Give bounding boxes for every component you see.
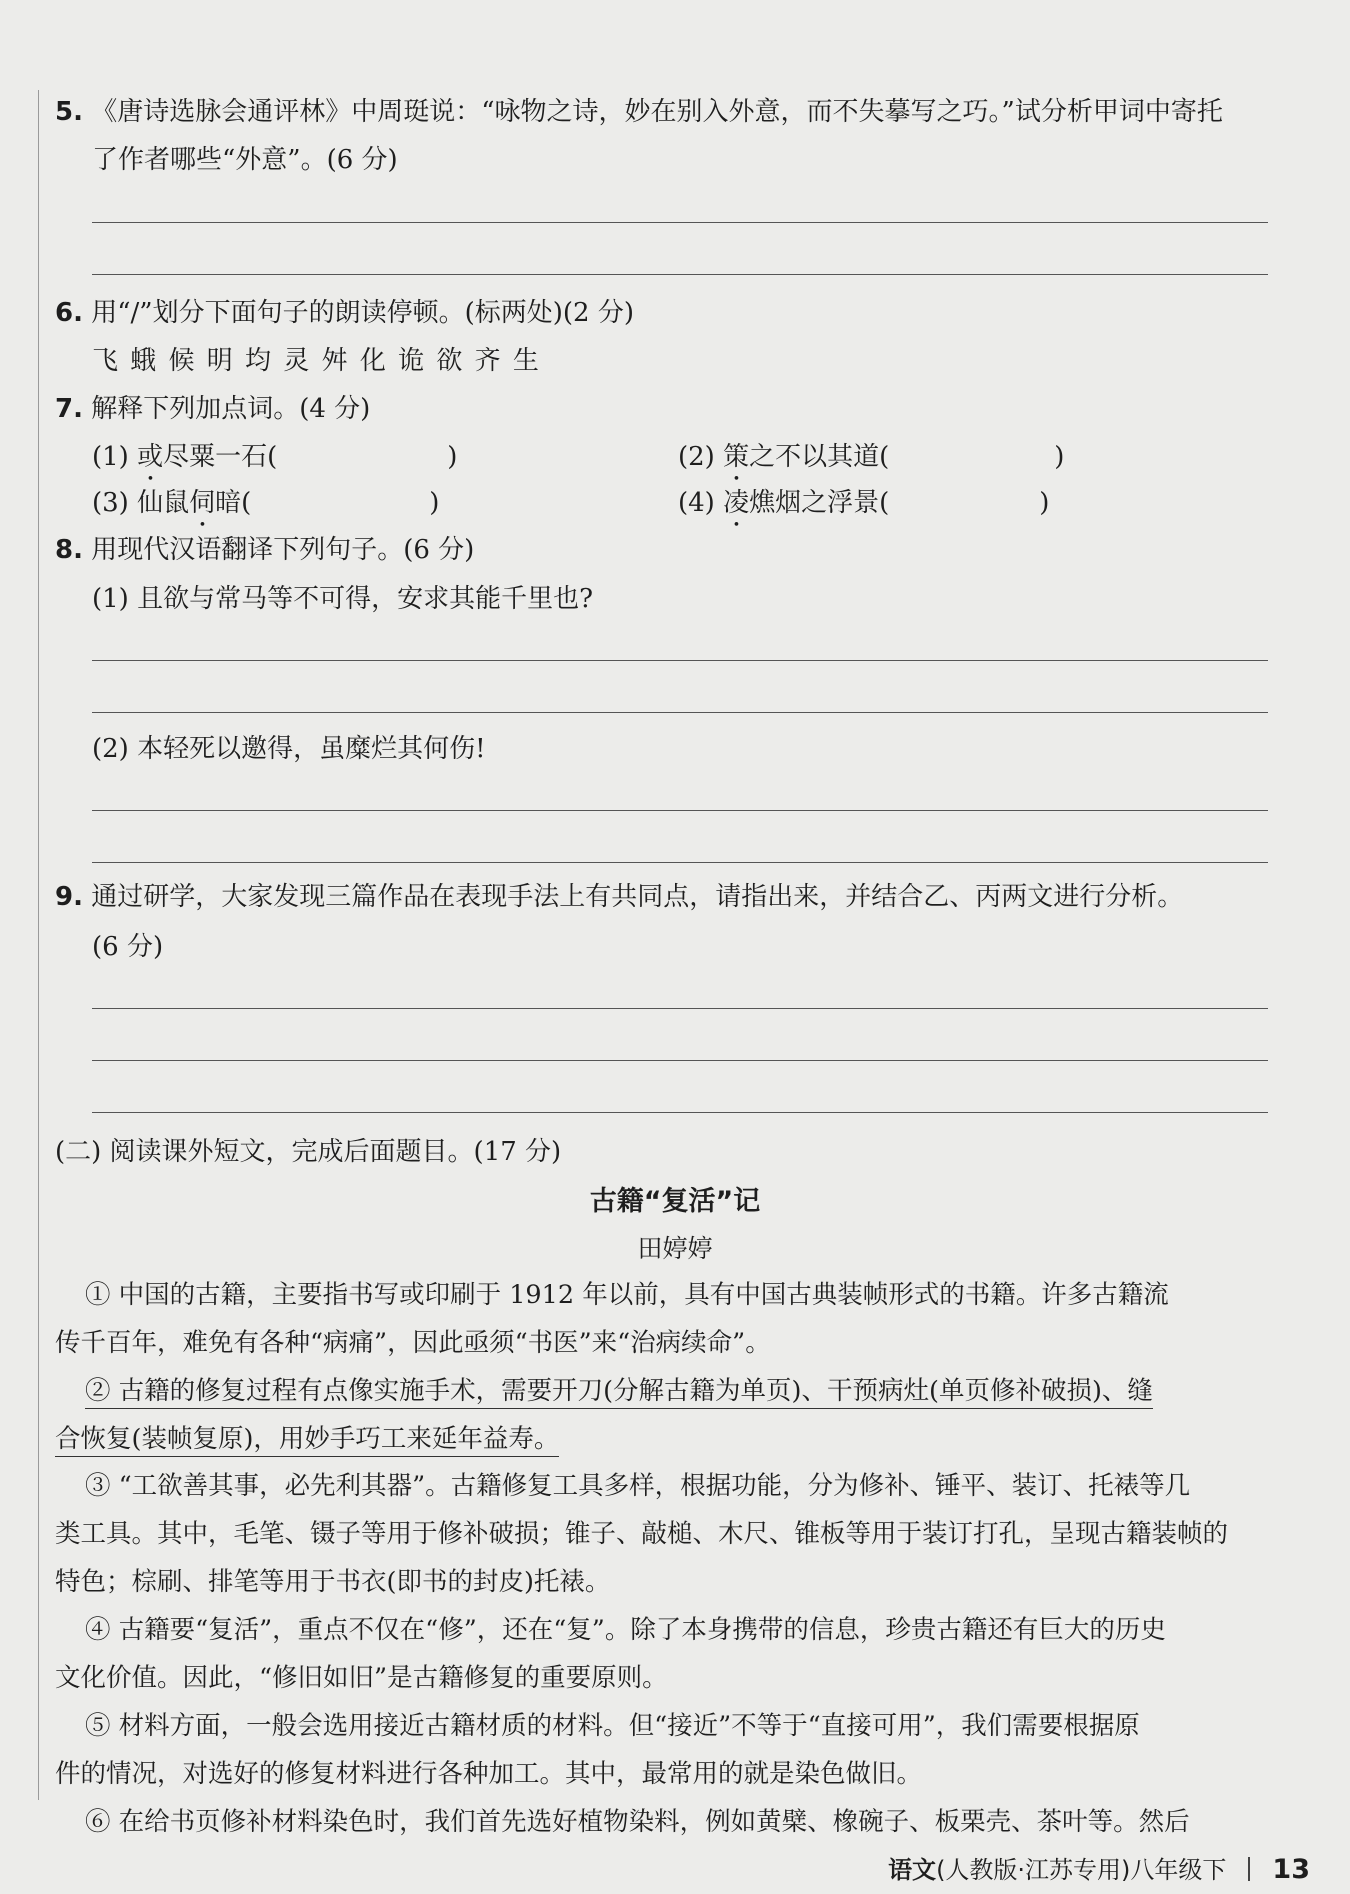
question-7-text: 解释下列加点词。(4 分) (91, 394, 371, 424)
question-5: 5. 《唐诗选脉会通评林》中周珽说：“咏物之诗，妙在别入外意，而不失摹写之巧。”试分析甲词中寄托 (55, 97, 1223, 127)
question-5-text: 《唐诗选脉会通评林》中周珽说：“咏物之诗，妙在别入外意，而不失摹写之巧。”试分析甲词中寄托 (91, 97, 1223, 127)
paragraph-1: ① 中国的古籍，主要指书写或印刷于 1912 年以前，具有中国古典装帧形式的书籍。许多古籍流 传千百年，难免有各种“病痛”，因此亟须“书医”来“治病续命”。 (55, 1280, 1169, 1358)
answer-line[interactable] (92, 660, 1268, 661)
paragraph-3: ③ “工欲善其事，必先利其器”。古籍修复工具多样，根据功能，分为修补、锤平、装订、托裱等几 类工具。其中，毛笔、镊子等用于修补破损；锥子、敲槌、木尺、锥板等用于装订打孔，呈现古籍装帧的 特色；棕刷、排笔等用于书衣(即书的封皮)托裱。 (55, 1471, 1229, 1597)
question-7: 7. 解释下列加点词。(4 分) (55, 394, 371, 424)
question-6: 6. 用“/”划分下面句子的朗读停顿。(标两处)(2 分) (55, 298, 634, 328)
question-7-item-2: (2) 策之不以其道( ) (678, 442, 1065, 472)
question-8-sentence-1: (1) 且欲与常马等不可得，安求其能千里也? (92, 584, 594, 614)
answer-line[interactable] (92, 222, 1268, 223)
answer-line[interactable] (92, 1060, 1268, 1061)
article-author: 田婷婷 (637, 1234, 713, 1263)
footer-edition: (人教版·江苏专用)八年级下 (936, 1856, 1227, 1884)
answer-line[interactable] (92, 1112, 1268, 1113)
question-8-sentence-2: (2) 本轻死以邀得，虽糜烂其何伤! (92, 734, 486, 764)
margin-rule (38, 90, 39, 1800)
answer-line[interactable] (92, 1008, 1268, 1009)
question-8: 8. 用现代汉语翻译下列句子。(6 分) (55, 535, 475, 565)
question-7-item-3: (3) 仙鼠伺暗( ) (92, 488, 440, 518)
answer-line[interactable] (92, 274, 1268, 275)
paragraph-5: ⑤ 材料方面，一般会选用接近古籍材质的材料。但“接近”不等于“直接可用”，我们需要根据原 件的情况，对选好的修复材料进行各种加工。其中，最常用的就是染色做旧。 (55, 1711, 1140, 1789)
answer-line[interactable] (92, 712, 1268, 713)
paragraph-4: ④ 古籍要“复活”，重点不仅在“修”，还在“复”。除了本身携带的信息，珍贵古籍还有巨大的历史 文化价值。因此，“修旧如旧”是古籍修复的重要原则。 (55, 1615, 1166, 1693)
question-9-score: (6 分) (92, 932, 164, 962)
question-6-sentence: 飞 蛾 候 明 均 灵 舛 化 诡 欲 齐 生 (92, 346, 541, 376)
emphasized-word: 凌 (723, 488, 750, 518)
answer-line[interactable] (92, 862, 1268, 863)
question-9: 9. 通过研学，大家发现三篇作品在表现手法上有共同点，请指出来，并结合乙、丙两文进行分析。 (55, 882, 1184, 912)
paragraph-6: ⑥ 在给书页修补材料染色时，我们首先选好植物染料，例如黄檗、橡碗子、板栗壳、茶叶等。然后 (85, 1807, 1190, 1837)
question-7-item-1: (1) 或尽粟一石( ) (92, 442, 458, 472)
page-footer (888, 1850, 1310, 1885)
footer-subject: 语文 (888, 1856, 937, 1884)
answer-line[interactable] (92, 810, 1268, 811)
question-8-text: 用现代汉语翻译下列句子。(6 分) (91, 535, 475, 565)
emphasized-word: 伺 (189, 488, 216, 518)
section-heading: (二) 阅读课外短文，完成后面题目。(17 分) (55, 1137, 562, 1167)
article-title: 古籍“复活”记 (589, 1186, 761, 1217)
question-9-text: 通过研学，大家发现三篇作品在表现手法上有共同点，请指出来，并结合乙、丙两文进行分析。 (91, 882, 1184, 912)
question-5-line2: 了作者哪些“外意”。(6 分) (92, 145, 398, 175)
footer-divider (1248, 1857, 1250, 1881)
page-number: 13 (1272, 1854, 1310, 1885)
paragraph-2: ② 古籍的修复过程有点像实施手术，需要开刀(分解古籍为单页)、干预病灶(单页修补破损)、缝 合恢复(装帧复原)，用妙手巧工来延年益寿。 (55, 1374, 1270, 1456)
emphasized-word: 或 (137, 442, 164, 472)
question-7-item-4: (4) 凌燋烟之浮景( ) (678, 488, 1050, 518)
question-6-text: 用“/”划分下面句子的朗读停顿。(标两处)(2 分) (91, 298, 634, 328)
emphasized-word: 策 (723, 442, 750, 472)
